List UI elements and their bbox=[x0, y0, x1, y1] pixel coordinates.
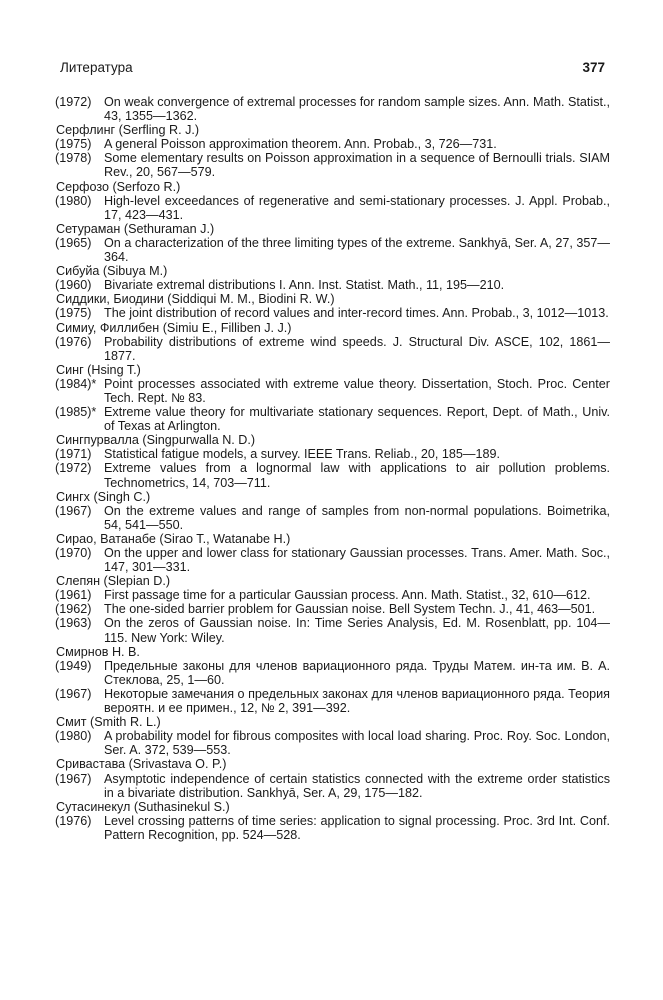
reference-entry bbox=[55, 588, 610, 602]
reference-year: (1960) bbox=[55, 278, 92, 293]
reference-year: (1980) bbox=[55, 193, 92, 208]
reference-entry bbox=[55, 278, 610, 292]
reference-year: (1967) bbox=[55, 686, 92, 701]
reference-author: Сингпурвалла (Singpurwalla N. D.) bbox=[56, 433, 256, 448]
page-number: 377 bbox=[582, 60, 605, 75]
reference-list bbox=[55, 95, 610, 842]
reference-entry bbox=[55, 729, 610, 757]
reference-year: (1972) bbox=[55, 95, 92, 109]
reference-entry bbox=[55, 546, 610, 574]
reference-year: (1976) bbox=[55, 334, 92, 349]
reference-author: Серфлинг (Serfling R. J.) bbox=[56, 123, 200, 138]
reference-year: (1962) bbox=[55, 602, 92, 617]
reference-year: (1967) bbox=[55, 503, 92, 518]
reference-year: (1984)* bbox=[55, 376, 97, 391]
reference-entry bbox=[55, 236, 610, 264]
reference-text: Asymptotic independence of certain statistics connected with the extreme order statistics in a bivariate distribution. Sankhyā, Ser. A, 29, 175—182. bbox=[104, 771, 610, 800]
reference-text: On the extreme values and range of samples from non-normal populations. Boimetrika, 54, 541—550. bbox=[104, 503, 610, 532]
reference-author: Сингх (Singh C.) bbox=[56, 489, 151, 504]
reference-entry bbox=[55, 194, 610, 222]
reference-author: Сибуйа (Sibuya M.) bbox=[56, 264, 168, 279]
reference-author: Смирнов Н. В. bbox=[56, 644, 140, 659]
reference-author: Сиддики, Биодини (Siddiqui M. M., Biodini R. W.) bbox=[56, 292, 335, 307]
reference-year: (1975) bbox=[55, 137, 92, 152]
reference-author: Симиу, Филлибен (Simiu E., Filliben J. J.) bbox=[56, 320, 292, 335]
reference-text: Предельные законы для членов вариационного ряда. Труды Матем. ин-та им. В. А. Стеклова, 25, 1—60. bbox=[104, 658, 610, 687]
reference-entry bbox=[55, 335, 610, 363]
reference-year: (1980) bbox=[55, 729, 92, 744]
reference-author: Синг (Hsing T.) bbox=[56, 362, 141, 377]
reference-text: Probability distributions of extreme wind speeds. J. Structural Div. ASCE, 102, 1861—1877. bbox=[104, 334, 610, 363]
reference-entry bbox=[55, 447, 610, 461]
reference-text: The joint distribution of record values and inter-record times. Ann. Probab., 3, 1012—1013. bbox=[104, 306, 609, 321]
reference-text: Extreme values from a lognormal law with applications to air pollution problems. Technometrics, 14, 703—711. bbox=[104, 461, 610, 490]
reference-entry bbox=[55, 405, 610, 433]
reference-year: (1949) bbox=[55, 658, 92, 673]
reference-entry bbox=[55, 461, 610, 489]
reference-entry bbox=[55, 814, 610, 842]
reference-year: (1963) bbox=[55, 616, 92, 631]
reference-year: (1976) bbox=[55, 813, 92, 828]
reference-entry bbox=[55, 306, 610, 320]
reference-year: (1967) bbox=[55, 771, 92, 786]
reference-text: Statistical fatigue models, a survey. IEEE Trans. Reliab., 20, 185—189. bbox=[104, 447, 500, 462]
reference-entry bbox=[55, 772, 610, 800]
running-head-title: Литература bbox=[60, 60, 133, 75]
reference-text: Extreme value theory for multivariate stationary sequences. Report, Dept. of Math., Univ. of Texas at Arlington. bbox=[104, 405, 610, 434]
reference-text: A probability model for fibrous composites with local load sharing. Proc. Roy. Soc. London, Ser. A. 372, 539—553. bbox=[104, 729, 610, 758]
reference-year: (1971) bbox=[55, 447, 92, 462]
reference-text: On a characterization of the three limiting types of the extreme. Sankhyā, Ser. A, 27, 357—364. bbox=[104, 235, 610, 265]
reference-text: Level crossing patterns of time series: application to signal processing. Proc. 3rd Int. Conf. Pattern Recognition, pp. 524—528. bbox=[104, 813, 610, 842]
reference-entry bbox=[55, 659, 610, 687]
reference-year: (1985)* bbox=[55, 405, 97, 420]
reference-entry bbox=[55, 602, 610, 616]
reference-year: (1975) bbox=[55, 306, 92, 321]
reference-year: (1978) bbox=[55, 151, 92, 166]
reference-author: Сетураман (Sethuraman J.) bbox=[56, 221, 215, 236]
reference-entry bbox=[55, 616, 610, 644]
reference-author: Слепян (Slepian D.) bbox=[56, 574, 171, 589]
reference-author: Сривастава (Srivastava O. P.) bbox=[56, 757, 227, 772]
reference-text: Point processes associated with extreme value theory. Dissertation, Stoch. Proc. Center Tech. Rept. № 83. bbox=[104, 376, 610, 405]
reference-text: A general Poisson approximation theorem. Ann. Probab., 3, 726—731. bbox=[104, 137, 497, 152]
reference-author: Серфозо (Serfozo R.) bbox=[56, 179, 181, 194]
reference-text: On the upper and lower class for stationary Gaussian processes. Trans. Amer. Math. Soc., 147, 301—331. bbox=[104, 546, 610, 575]
reference-entry bbox=[55, 137, 610, 151]
reference-text: The one-sided barrier problem for Gaussian noise. Bell System Techn. J., 41, 463—501. bbox=[104, 602, 596, 617]
reference-year: (1965) bbox=[55, 235, 92, 250]
reference-text: High-level exceedances of regenerative and semi-stationary processes. J. Appl. Probab., 17, 423—431. bbox=[104, 193, 610, 222]
running-head bbox=[60, 60, 605, 80]
reference-entry bbox=[55, 95, 610, 123]
reference-year: (1961) bbox=[55, 588, 92, 603]
reference-text: On weak convergence of extremal processes for random sample sizes. Ann. Math. Statist., 43, 1355—1362. bbox=[104, 95, 610, 124]
reference-entry bbox=[55, 151, 610, 179]
reference-entry bbox=[55, 504, 610, 532]
reference-year: (1970) bbox=[55, 546, 92, 560]
reference-text: On the zeros of Gaussian noise. In: Time Series Analysis, Ed. M. Rosenblatt, pp. 104—115. New York: Wiley. bbox=[104, 616, 610, 645]
reference-author: Сутасинекул (Suthasinekul S.) bbox=[56, 799, 230, 814]
reference-text: First passage time for a particular Gaussian process. Ann. Math. Statist., 32, 610—612. bbox=[104, 588, 591, 603]
reference-entry bbox=[55, 687, 610, 715]
reference-author: Сирао, Ватанабе (Sirao T., Watanabe H.) bbox=[56, 531, 291, 546]
reference-entry bbox=[55, 377, 610, 405]
reference-year: (1972) bbox=[55, 461, 92, 476]
reference-author: Смит (Smith R. L.) bbox=[56, 715, 161, 730]
reference-text: Некоторые замечания о предельных законах для членов вариационного ряда. Теория вероятн. и ее примен., 12, № 2, 391—392. bbox=[104, 686, 610, 716]
reference-text: Some elementary results on Poisson approximation in a sequence of Bernoulli trials. SIAM Rev., 20, 567—579. bbox=[104, 151, 610, 180]
reference-text: Bivariate extremal distributions I. Ann. Inst. Statist. Math., 11, 195—210. bbox=[104, 278, 505, 293]
